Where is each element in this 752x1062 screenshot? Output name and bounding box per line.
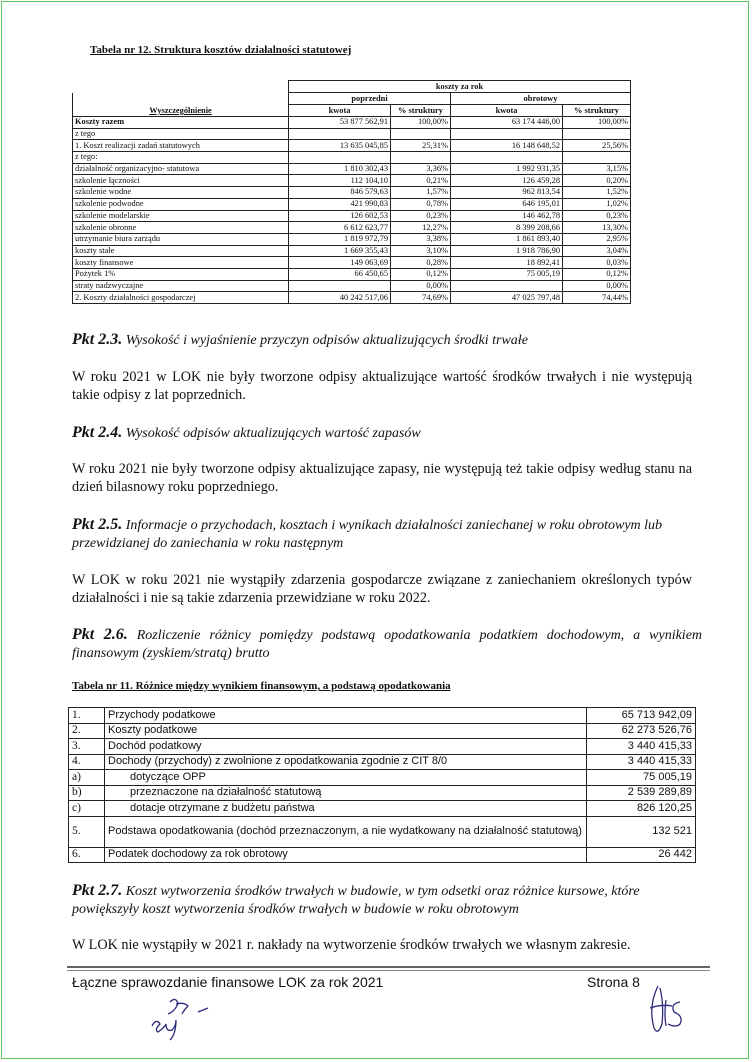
table11-row <box>69 754 696 770</box>
table12-cell-label: szkolenie łączności <box>73 175 289 187</box>
table11-cell-label: Podatek dochodowy za rok obrotowy <box>105 847 587 863</box>
table12-cell-label: 2. Koszty działalności gospodarczej <box>73 292 289 304</box>
table11 <box>68 707 696 863</box>
section-2-6-number: Pkt 2.6. <box>72 626 128 643</box>
table12-cell-label: Pożytek 1% <box>73 268 289 280</box>
table11-cell-label: dotyczące OPP <box>105 770 587 786</box>
section-2-7-number: Pkt 2.7. <box>72 882 123 899</box>
table12-cell-curr-amount <box>451 128 563 140</box>
table12-cell-prev-amount: 1 819 972,79 <box>289 233 391 245</box>
table12-cell-curr-structure: 2,95% <box>563 233 631 245</box>
table11-row <box>69 770 696 786</box>
table11-cell-number: 4. <box>69 754 105 770</box>
table12-cell-prev-amount: 846 579,63 <box>289 187 391 199</box>
section-2-7-title: Koszt wytworzenia środków trwałych w budowie, w tym odsetki oraz różnice kursowe, które powiększyły koszt wytworzenia środków trwałych w budowie w roku obrotowym <box>72 884 640 917</box>
table12-cell-prev-amount: 53 877 562,91 <box>289 117 391 129</box>
table12-cell-prev-amount: 149 063,69 <box>289 257 391 269</box>
table11-cell-value: 2 539 289,89 <box>587 785 696 801</box>
table12-row <box>73 280 631 292</box>
table11-cell-number: 1. <box>69 708 105 724</box>
table11-cell-number: 3. <box>69 739 105 755</box>
section-2-7-heading <box>72 882 702 919</box>
table12-cell-curr-amount: 63 174 446,00 <box>451 117 563 129</box>
table12-cell-label: straty nadzwyczajne <box>73 280 289 292</box>
table11-cell-number: b) <box>69 785 105 801</box>
section-2-4-title: Wysokość odpisów aktualizujących wartość zapasów <box>125 426 421 441</box>
section-2-5-title: Informacje o przychodach, kosztach i wynikach działalności zaniechanej w roku obrotowym lub przewidzianej do zaniechania w roku następnym <box>72 518 663 551</box>
table12-cell-prev-amount: 40 242 517,06 <box>289 292 391 304</box>
table11-cell-value: 65 713 942,09 <box>587 708 696 724</box>
table12-cell-prev-amount: 1 669 355,43 <box>289 245 391 257</box>
section-2-4-body: W roku 2021 nie były tworzone odpisy aktualizujące zapasy, nie występują też takie odpisy według stanu na dzień bilasnowy roku poprzedniego. <box>72 461 692 495</box>
table12-cell-prev-structure: 0,21% <box>391 175 451 187</box>
table12-cell-prev-structure: 0,12% <box>391 268 451 280</box>
table12-cell-curr-amount: 646 195,01 <box>451 198 563 210</box>
section-2-4-heading <box>72 424 702 443</box>
table12-corner <box>73 81 289 93</box>
table12-cell-prev-structure: 0,78% <box>391 198 451 210</box>
table12-cell-label: z tego <box>73 128 289 140</box>
table11-row <box>69 785 696 801</box>
footer-rule <box>67 966 710 968</box>
table12-cell-curr-structure: 3,04% <box>563 245 631 257</box>
table12-cell-prev-amount: 126 602,53 <box>289 210 391 222</box>
table12-cell-prev-structure: 3,38% <box>391 233 451 245</box>
table12-row <box>73 233 631 245</box>
table12-cell-label: koszty finansowe <box>73 257 289 269</box>
table12-cell-label: działalność organizacyjno- statutowa <box>73 163 289 175</box>
table11-row <box>69 816 696 847</box>
table12-cell-prev-structure: 0,00% <box>391 280 451 292</box>
table12-cell-curr-structure: 13,30% <box>563 222 631 234</box>
table12-cell-prev-structure: 3,10% <box>391 245 451 257</box>
table11-row <box>69 708 696 724</box>
table12-cell-curr-amount: 16 148 648,52 <box>451 140 563 152</box>
table12-cell-label: utrzymanie biura zarządu <box>73 233 289 245</box>
table11-row <box>69 723 696 739</box>
table12-cell-curr-structure: 1,02% <box>563 198 631 210</box>
table12-row <box>73 222 631 234</box>
section-2-3-title: Wysokość i wyjaśnienie przyczyn odpisów aktualizujących środki trwałe <box>125 333 528 348</box>
section-2-7-body: W LOK nie wystąpiły w 2021 r. nakłady na wytworzenie środków trwałych we własnym zakresie. <box>72 937 631 953</box>
table11-cell-label: Koszty podatkowe <box>105 723 587 739</box>
table12-cell-prev-structure: 0,28% <box>391 257 451 269</box>
table12-prev-amount-header: kwota <box>289 105 391 117</box>
table12-cell-prev-amount: 6 612 623,77 <box>289 222 391 234</box>
table12-cell-curr-amount: 1 861 893,40 <box>451 233 563 245</box>
table12-cell-prev-structure: 25,31% <box>391 140 451 152</box>
table12-cell-curr-amount: 1 992 931,35 <box>451 163 563 175</box>
table11-cell-label: dotacje otrzymane z budżetu państwa <box>105 801 587 817</box>
table12-cell-label: szkolenie wodne <box>73 187 289 199</box>
table12-group-header: koszty za rok <box>289 81 631 93</box>
table12-prev-structure-header: % struktury <box>391 105 451 117</box>
table12-row <box>73 257 631 269</box>
table11-cell-value: 3 440 415,33 <box>587 739 696 755</box>
table12-cell-curr-amount: 126 459,28 <box>451 175 563 187</box>
table12 <box>72 80 631 304</box>
table12-curr-amount-header: kwota <box>451 105 563 117</box>
table11-cell-label: przeznaczone na działalność statutową <box>105 785 587 801</box>
table12-curr-year-header: obrotowy <box>451 93 631 105</box>
table12-cell-curr-amount: 18 892,41 <box>451 257 563 269</box>
table12-cell-curr-structure: 0,12% <box>563 268 631 280</box>
table11-row <box>69 801 696 817</box>
table12-cell-prev-amount <box>289 152 391 164</box>
table11-cell-label: Dochód podatkowy <box>105 739 587 755</box>
table12-cell-prev-amount: 112 104,10 <box>289 175 391 187</box>
table11-cell-label: Podstawa opodatkowania (dochód przeznaczonym, a nie wydatkowany na działalność statutową) <box>105 816 587 847</box>
table11-row <box>69 739 696 755</box>
table11-cell-number: 5. <box>69 816 105 847</box>
table12-corner2 <box>73 93 289 105</box>
section-2-5-number: Pkt 2.5. <box>72 516 123 533</box>
table12-cell-curr-structure: 0,00% <box>563 280 631 292</box>
footer-document-title: Łączne sprawozdanie finansowe LOK za rok 2021 <box>72 974 384 990</box>
table11-cell-value: 3 440 415,33 <box>587 754 696 770</box>
table12-row <box>73 210 631 222</box>
table12-cell-curr-structure: 25,56% <box>563 140 631 152</box>
section-2-5-heading <box>72 516 702 553</box>
table12-cell-curr-structure: 100,00% <box>563 117 631 129</box>
table12-cell-prev-structure: 0,23% <box>391 210 451 222</box>
table12-cell-prev-amount: 13 635 045,85 <box>289 140 391 152</box>
table12-cell-curr-amount: 1 918 786,90 <box>451 245 563 257</box>
table12-col-label: Wyszczególnienie <box>73 105 289 117</box>
table12-cell-label: koszty stałe <box>73 245 289 257</box>
footer-rule-thin <box>67 970 710 971</box>
table12-cell-prev-amount: 66 450,65 <box>289 268 391 280</box>
table12-cell-prev-structure: 3,36% <box>391 163 451 175</box>
table11-row <box>69 847 696 863</box>
table12-cell-label: Koszty razem <box>73 117 289 129</box>
table11-cell-label: Przychody podatkowe <box>105 708 587 724</box>
table12-cell-label: z tego: <box>73 152 289 164</box>
table12-cell-curr-amount: 8 399 208,66 <box>451 222 563 234</box>
section-2-3-body: W roku 2021 w LOK nie były tworzone odpisy aktualizujące wartość środków trwałych i nie występują takie odpisy z lat poprzednich. <box>72 369 692 403</box>
table12-cell-curr-structure <box>563 128 631 140</box>
table12-row <box>73 117 631 129</box>
table12-cell-curr-amount: 962 813,54 <box>451 187 563 199</box>
table11-cell-number: c) <box>69 801 105 817</box>
table11-cell-value: 75 005,19 <box>587 770 696 786</box>
table12-cell-curr-structure: 0,03% <box>563 257 631 269</box>
table12-row <box>73 163 631 175</box>
table12-curr-structure-header: % struktury <box>563 105 631 117</box>
table11-cell-number: a) <box>69 770 105 786</box>
table12-cell-label: 1. Koszt realizacji zadań statutowych <box>73 140 289 152</box>
table12-cell-curr-amount: 47 025 797,48 <box>451 292 563 304</box>
table12-cell-curr-structure <box>563 152 631 164</box>
section-2-6-heading <box>72 626 702 663</box>
handwritten-signature-right <box>630 980 705 1040</box>
table12-cell-curr-amount: 75 005,19 <box>451 268 563 280</box>
handwritten-initials-left <box>140 990 220 1045</box>
table12-row <box>73 187 631 199</box>
table12-cell-curr-amount: 146 462,78 <box>451 210 563 222</box>
table12-cell-prev-amount <box>289 128 391 140</box>
section-2-4-number: Pkt 2.4. <box>72 424 123 441</box>
table12-row <box>73 175 631 187</box>
table12-cell-curr-structure: 1,52% <box>563 187 631 199</box>
table12-row <box>73 245 631 257</box>
table12-row <box>73 128 631 140</box>
table11-cell-number: 6. <box>69 847 105 863</box>
table12-cell-prev-structure: 100,00% <box>391 117 451 129</box>
table12-cell-prev-amount: 1 810 302,43 <box>289 163 391 175</box>
table12-row <box>73 152 631 164</box>
table12-cell-prev-structure: 12,27% <box>391 222 451 234</box>
table12-cell-curr-amount <box>451 152 563 164</box>
table12-row <box>73 268 631 280</box>
table11-cell-value: 132 521 <box>587 816 696 847</box>
table12-cell-prev-structure <box>391 128 451 140</box>
table12-cell-prev-amount <box>289 280 391 292</box>
table12-cell-prev-structure: 74,69% <box>391 292 451 304</box>
table12-cell-prev-structure: 1,57% <box>391 187 451 199</box>
table11-cell-value: 62 273 526,76 <box>587 723 696 739</box>
section-2-3-heading <box>72 331 702 350</box>
table11-cell-label: Dochody (przychody) z zwolnione z opodatkowania zgodnie z CIT 8/0 <box>105 754 587 770</box>
table12-row <box>73 140 631 152</box>
table11-title: Tabela nr 11. Różnice między wynikiem finansowym, a podstawą opodatkowania <box>72 680 451 692</box>
table12-cell-label: szkolenie podwodne <box>73 198 289 210</box>
table12-cell-label: szkolenie obronne <box>73 222 289 234</box>
table12-row <box>73 292 631 304</box>
table12-cell-prev-amount: 421 990,83 <box>289 198 391 210</box>
table11-cell-value: 26 442 <box>587 847 696 863</box>
footer-page-number: Strona 8 <box>587 974 640 990</box>
table12-row <box>73 198 631 210</box>
table12-prev-year-header: poprzedni <box>289 93 451 105</box>
table12-cell-curr-amount <box>451 280 563 292</box>
table12-cell-curr-structure: 74,44% <box>563 292 631 304</box>
table11-cell-number: 2. <box>69 723 105 739</box>
table12-cell-curr-structure: 0,23% <box>563 210 631 222</box>
table12-title: Tabela nr 12. Struktura kosztów działalności statutowej <box>90 44 352 56</box>
table12-cell-prev-structure <box>391 152 451 164</box>
table12-cell-label: szkolenie modelarskie <box>73 210 289 222</box>
section-2-3-number: Pkt 2.3. <box>72 331 123 348</box>
section-2-6-title: Rozliczenie różnicy pomiędzy podstawą opodatkowania podatkiem dochodowym, a wynikiem finansowym (zyskiem/stratą) brutto <box>72 628 703 661</box>
table12-cell-curr-structure: 3,15% <box>563 163 631 175</box>
table11-cell-value: 826 120,25 <box>587 801 696 817</box>
table12-cell-curr-structure: 0,20% <box>563 175 631 187</box>
section-2-5-body: W LOK w roku 2021 nie wystąpiły zdarzenia gospodarcze związane z zaniechaniem określonych typów działalności i nie są takie zdarzenia przewidziane w roku 2022. <box>72 572 692 606</box>
